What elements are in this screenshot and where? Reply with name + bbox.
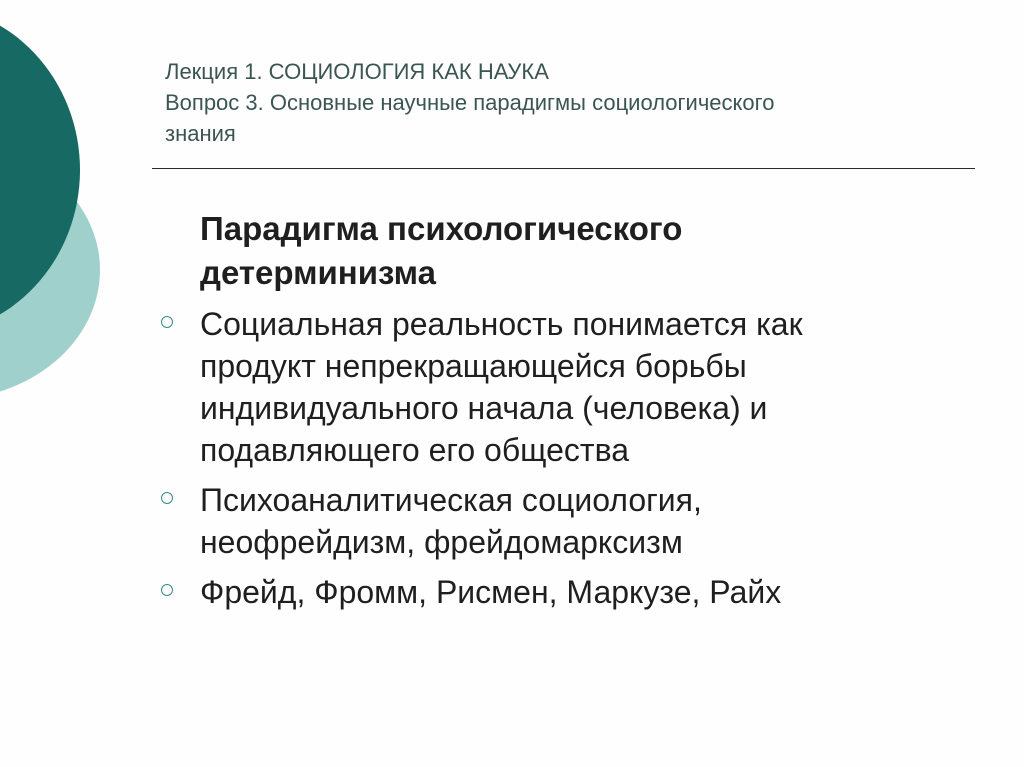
slide-content [200, 207, 980, 613]
slide-header [165, 56, 965, 149]
heading-line: Парадигма психологического [200, 210, 683, 247]
bullet-text-line: Психоаналитическая социология, [200, 482, 702, 518]
bullet-text-line: продукт непрекращающейся борьбы [200, 348, 747, 384]
hollow-circle-bullet-icon [161, 316, 173, 328]
bullet-text-line: неофрейдизм, фрейдомарксизм [200, 524, 683, 560]
bullet-item [200, 571, 980, 613]
hollow-circle-bullet-icon [161, 492, 173, 504]
slide-heading [200, 207, 980, 295]
bullet-text-line: индивидуального начала (человека) и [200, 390, 768, 426]
bullet-text-line: Социальная реальность понимается как [200, 306, 803, 342]
heading-line: детерминизма [200, 254, 436, 291]
bullet-text-line: Фрейд, Фромм, Рисмен, Маркузе, Райх [200, 574, 782, 610]
bullet-text-line: подавляющего его общества [200, 432, 630, 468]
header-divider [152, 168, 975, 169]
header-line-question-cont: знания [165, 121, 236, 146]
header-line-lecture: Лекция 1. СОЦИОЛОГИЯ КАК НАУКА [165, 59, 549, 84]
bullet-item [200, 479, 980, 563]
header-line-question: Вопрос 3. Основные научные парадигмы социологического [165, 90, 775, 115]
bullet-item [200, 303, 980, 471]
hollow-circle-bullet-icon [161, 584, 173, 596]
bullet-list [200, 303, 980, 613]
